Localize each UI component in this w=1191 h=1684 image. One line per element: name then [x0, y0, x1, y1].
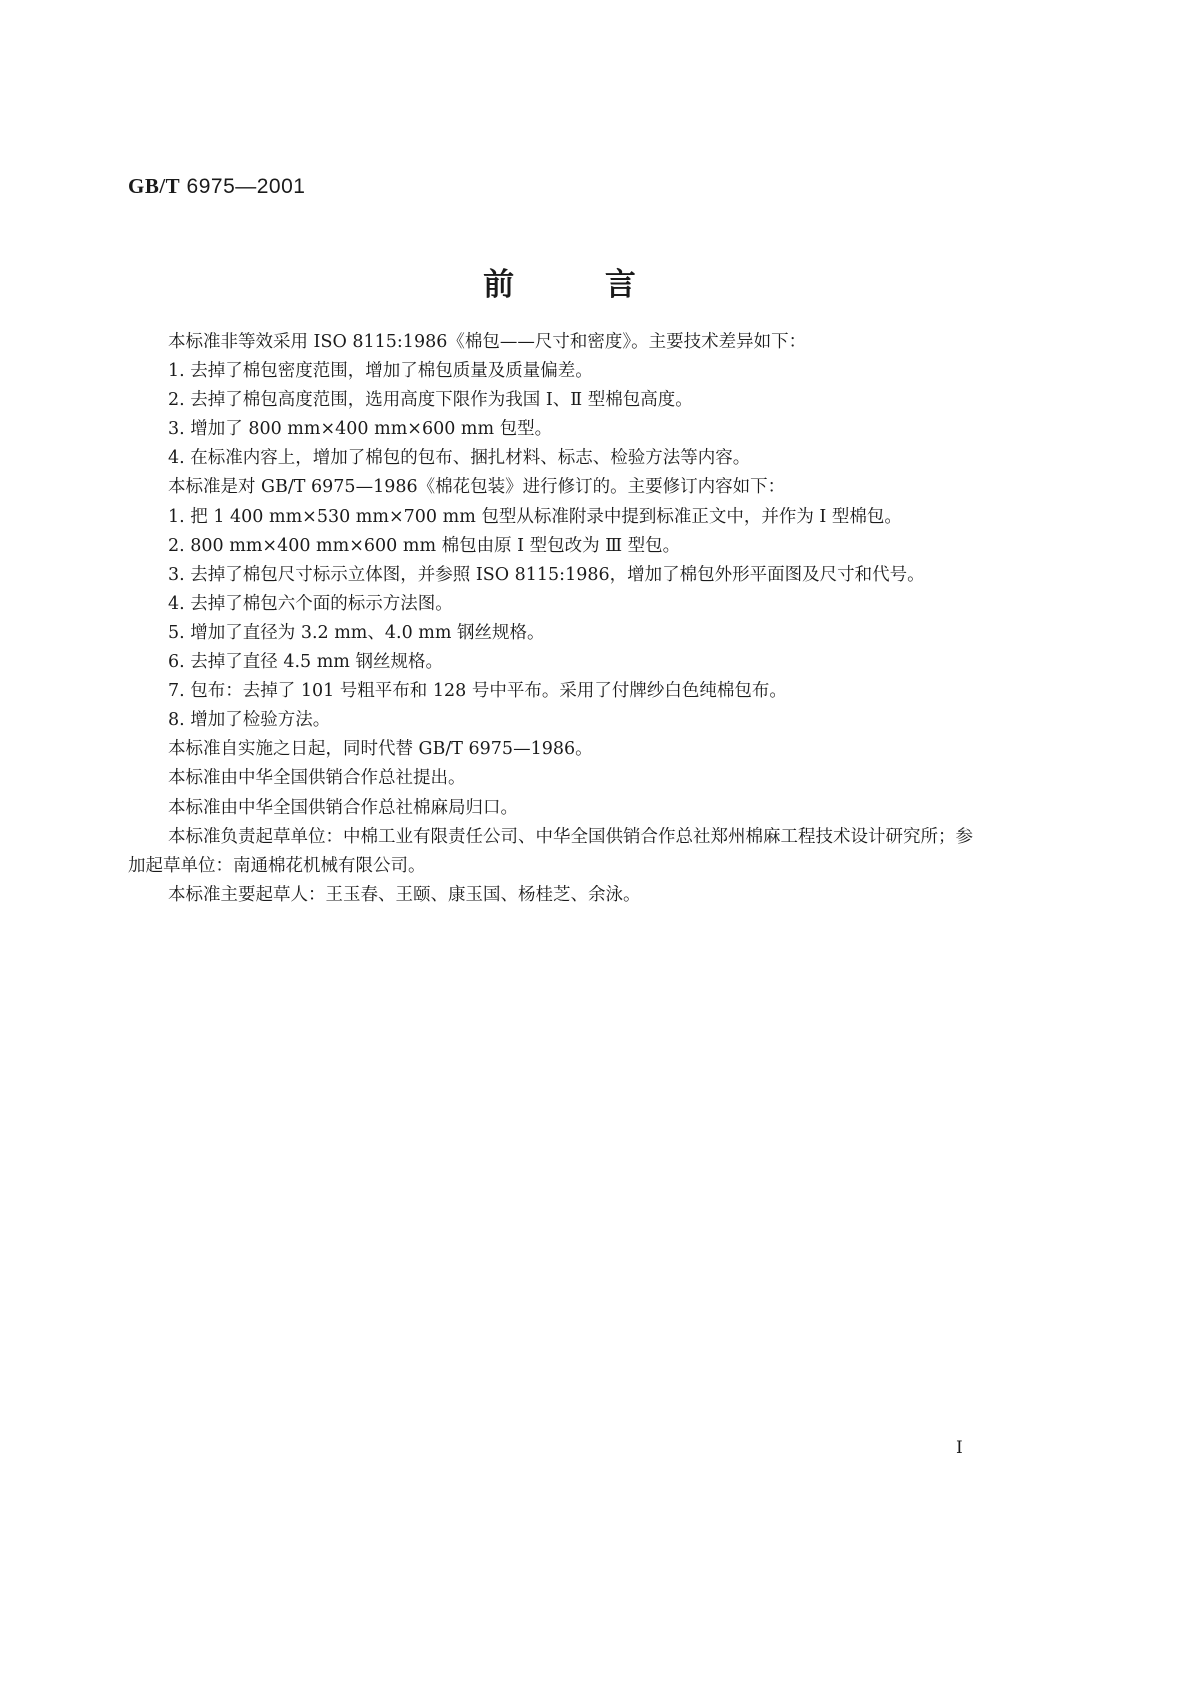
standard-number: [128, 174, 305, 199]
standard-prefix: GB/T: [128, 174, 181, 198]
paragraph-revision-5: 5. 增加了直径为 3.2 mm、4.0 mm 钢丝规格。: [168, 622, 545, 643]
paragraph-adoption-intro: 本标准非等效采用 ISO 8115:1986《棉包——尺寸和密度》。主要技术差异如下：: [168, 332, 807, 352]
paragraph-revision-8: 8. 增加了检验方法。: [168, 710, 331, 731]
paragraph-diff-2: 2. 去掉了棉包高度范围，选用高度下限作为我国 Ⅰ、Ⅱ 型棉包高度。: [168, 390, 693, 411]
paragraph-drafting-units: 本标准负责起草单位：中棉工业有限责任公司、中华全国供销合作总社郑州棉麻工程技术设计研究所；参加起草单位：南通棉花机械有限公司。: [128, 826, 973, 876]
paragraph-proposed-by: 本标准由中华全国供销合作总社提出。: [168, 768, 466, 789]
paragraph-revision-7: 7. 包布：去掉了 101 号粗平布和 128 号中平布。采用了付牌纱白色纯棉包布。: [168, 681, 787, 702]
paragraph-revision-intro: 本标准是对 GB/T 6975—1986《棉花包装》进行修订的。主要修订内容如下：: [168, 477, 786, 498]
paragraph-diff-4: 4. 在标准内容上，增加了棉包的包布、捆扎材料、标志、检验方法等内容。: [168, 448, 751, 469]
foreword-body: [128, 328, 990, 910]
paragraph-diff-3: 3. 增加了 800 mm×400 mm×600 mm 包型。: [168, 419, 553, 440]
paragraph-revision-2: 2. 800 mm×400 mm×600 mm 棉包由原 Ⅰ 型包改为 Ⅲ 型包。: [168, 535, 681, 556]
paragraph-managed-by: 本标准由中华全国供销合作总社棉麻局归口。: [168, 797, 518, 818]
paragraph-diff-1: 1. 去掉了棉包密度范围，增加了棉包质量及质量偏差。: [168, 361, 593, 382]
standard-code: 6975—2001: [186, 175, 306, 198]
paragraph-revision-1: 1. 把 1 400 mm×530 mm×700 mm 包型从标准附录中提到标准正文中，并作为 Ⅰ 型棉包。: [168, 506, 902, 527]
paragraph-revision-6: 6. 去掉了直径 4.5 mm 钢丝规格。: [168, 652, 443, 673]
paragraph-replaces: 本标准自实施之日起，同时代替 GB/T 6975—1986。: [168, 739, 593, 760]
paragraph-revision-3: 3. 去掉了棉包尺寸标示立体图，并参照 ISO 8115:1986，增加了棉包外形平面图及尺寸和代号。: [168, 564, 925, 585]
paragraph-drafters: 本标准主要起草人：王玉春、王颐、康玉国、杨桂芝、余泳。: [168, 884, 641, 905]
page-number: Ⅰ: [956, 1438, 963, 1457]
paragraph-revision-4: 4. 去掉了棉包六个面的标示方法图。: [168, 593, 453, 614]
page-title: 前 言: [483, 267, 636, 303]
